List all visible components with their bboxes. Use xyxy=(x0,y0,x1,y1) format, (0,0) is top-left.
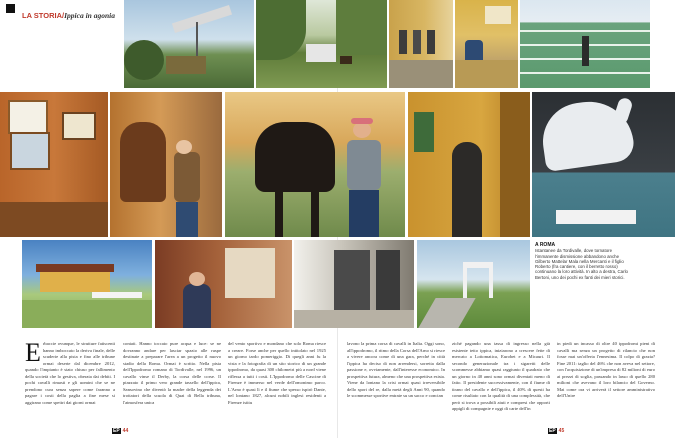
man-leading-black-horse-photo xyxy=(225,92,405,237)
page-number-left: 44 xyxy=(122,428,129,434)
article-column-2 xyxy=(123,341,221,413)
article-text-4: lavono la prima corsa di cavalli in Italia. Oggi sono, all'ippodromo, il ritmo della Corsa dell'Arno si riesce a vivere ancora come di una gara, perché in città l'ippica ha deciso di non arrendersi, sorretta dalla passione e, ovviamente, dall'interesse economico. In prospettiva futura, almeno che una prospettiva esista. Viene da lontano la crisi ormai quasi irreversibile dello sport del re, dalla metà degli Anni 90, quando le scommesse sportive entrate su un sacco e concian xyxy=(347,341,445,398)
stable-corridor-photo xyxy=(389,0,453,88)
article-column-1 xyxy=(25,341,115,413)
trophy-room-photo xyxy=(0,92,108,237)
stable-aisle-photo xyxy=(294,240,414,328)
article-text-1: rbaccie ovunque, le strutture fatiscenti hanno imboccato la deriva finale, delle scuderie alla pista e fino alle tribune ormai deserte dal dicembre 2012, quando l'impianto è stato chiuso per fallimento della società che lo gestiva, oberata dai debiti. I pochi cavalli rimasti e gli uomini che se ne prendono cura senza sapere come faranno a pagare i costi della paglia a fine mese si aggirano come spettri dai giorni ormai xyxy=(25,341,115,405)
drop-cap: E xyxy=(25,341,41,367)
footer-left xyxy=(112,428,128,434)
section-marker-icon xyxy=(6,4,15,13)
article-text-2: contati. Hanno toccato pure acqua e luce: se ne dovranno andare per lasciar spazio alle ruspe destinate a preparare l'area a un progetto il nuovo stadio della Roma. Ormai è scritto. Nella pista dell'Ippodromo romano di Tordivalle, nel 1996, un cavallo vinse il Derby, la corsa delle corse. Il piazzato il primo vero grande tassello dell'ippica, Sansovino che diventò la madre della leggenda dei trottatori della scuola di Quai di Bella tribuna, l'atmosfera unica xyxy=(123,341,221,405)
article-column-6 xyxy=(557,341,655,413)
tack-room-photo xyxy=(155,240,292,328)
page-number-right: 45 xyxy=(558,428,565,434)
article-text-6: in piedi un incasso di oltre 40 ippodromi pieni di cavalli ma senza un progetto di rilancio che non fosse mai un'offerta l'ennesima. Il colpo di grazia? Fine 2011: taglio del 46% che non aveva nel settore, con l'acquisizione di un'impresa di 82 milioni di euro ai prezzi di soglia, passando in lasso di quello 280 milioni che avevano il loro bilancio del Governo. Mai come ora vi arriverà il settore amministrativo dell'Unire xyxy=(557,341,655,398)
magazine-mark-left: EP xyxy=(113,428,120,434)
stable-hay-worker-photo xyxy=(455,0,518,88)
photo-caption xyxy=(535,243,635,280)
white-horse-in-stall-photo xyxy=(532,92,675,237)
article-text-3: del vento sportivo e mondano che solo Roma riesce a creare. Forse anche per quello intitolato nel 1925 un giorno tardo pomeriggio. Di quegli anni fu la vista e la fotografia di un sito storico di un grande ippodromo, da quasi 300 chilometri più a nord viene riflessa a tutti i costi. L'Ippodromo delle Cascine di Firenze è immerso nel verde dell'omonimo parco. L'Arno è quasi lì e il fiume che spesso ispirò Dante, nel lontano 1827, alcuni nobili inglesi residenti a Firenze istitu xyxy=(228,341,326,405)
article-column-5 xyxy=(452,341,550,413)
horse-paddock-photo xyxy=(256,0,387,88)
article-column-3 xyxy=(228,341,326,413)
section-label: LA STORIA xyxy=(22,11,63,20)
section-header xyxy=(22,11,115,20)
racetrack-entrance-sign-photo xyxy=(124,0,254,88)
stable-doorway-photo xyxy=(408,92,530,237)
section-separator: / xyxy=(62,11,65,20)
empty-grandstand-photo xyxy=(520,0,650,88)
racetrack-buildings-photo xyxy=(22,240,152,328)
magazine-mark-right: EP xyxy=(549,428,556,434)
caption-text: Istantanee da Tordivalle, dove tornatore l'immanente dismissione abbandono anche Gilberto Mattelar Mala nella Mercanti e il figlio Roberto (fra cantiere, con il berretto rosso) continuano la loro attività. In alto a destra, Carlo Bertoni, uno dei pochi ex fanti dei mieri storici. xyxy=(535,248,628,280)
section-subtitle: Ippica in agonia xyxy=(64,11,115,20)
article-text-5: ziché pagando una tassa di ingresso nella già esistente tetto ippica, iniziarono a crescere fette di mercato a Lottomatica, Eurobet e a Micauri. Il secondo generazionale tra i sigaretti delle scommesse abbiamo quasi raggiunto il quadrato che un giorno in 40 anni sono ormai diventati meno di fatto. Il presidente successivamente, con il fiume di tirano del cavallo e dell'ippica, il 40% di questi ha come risultato con la qualità di una complessità, che però si trova a possibili aiuti e compresi che opporti appigli di compagnie e oggi di carte dell'in xyxy=(452,341,550,411)
article-column-4 xyxy=(347,341,445,413)
caption-heading: A ROMA xyxy=(535,242,556,248)
groom-with-horse-photo xyxy=(110,92,222,237)
footer-right xyxy=(548,428,564,434)
track-gate-photo xyxy=(417,240,530,328)
